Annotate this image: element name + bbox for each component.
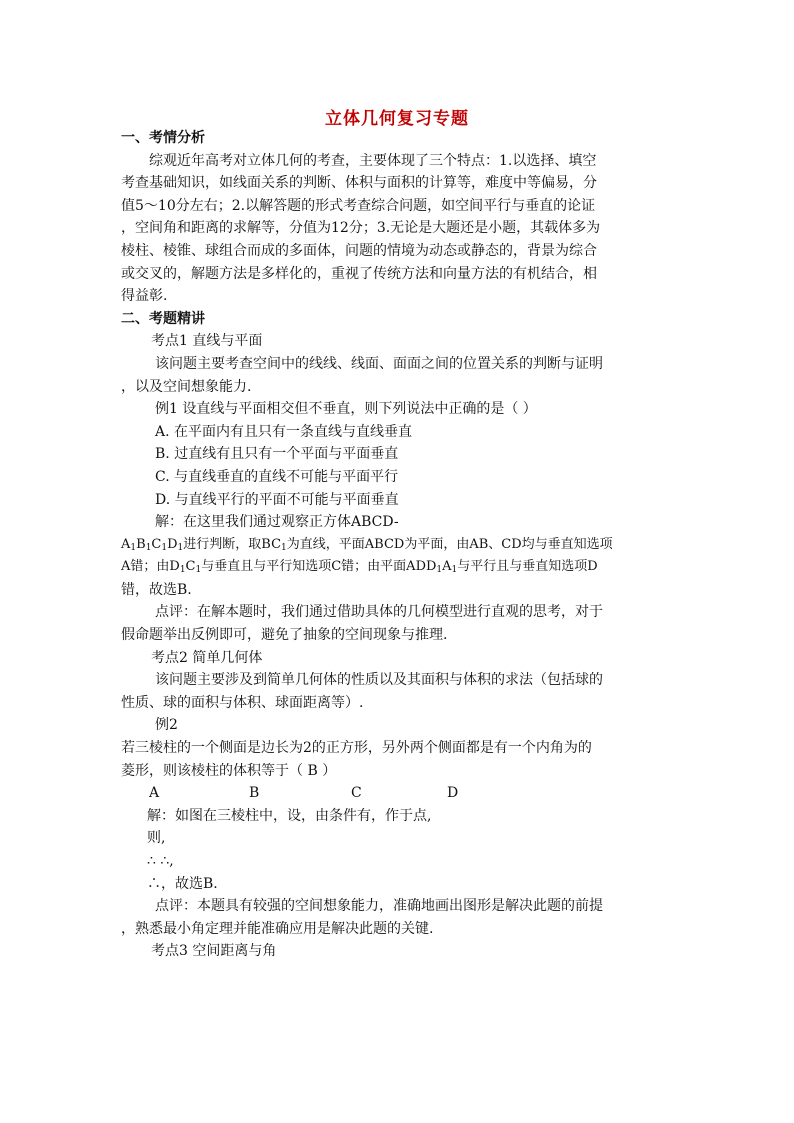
- example-1-option-a: A. 在平面内有且只有一条直线与直线垂直: [155, 423, 413, 440]
- solution-2-line: ∴，故选B.: [147, 875, 218, 892]
- document-body: [121, 127, 673, 963]
- review-1-line: 假命题举出反例即可，避免了抽象的空间现象与推理.: [121, 627, 448, 644]
- example-2-stem: 若三棱柱的一个侧面是边长为2的正方形，另外两个侧面都是有一个内角为的: [121, 740, 592, 757]
- choice-a: A: [149, 785, 160, 802]
- paragraph-line: 得益彰.: [121, 288, 168, 305]
- paragraph-line: 值5～10分左右；2.以解答题的形式考查综合问题，如空间平行与垂直的论证: [121, 197, 596, 214]
- solution-1-line: 解：在这里我们通过观察正方体ABCD-: [155, 514, 399, 531]
- choice-b: B: [249, 785, 260, 802]
- example-1-option-b: B. 过直线有且只有一个平面与平面垂直: [155, 446, 399, 463]
- paragraph-line: 考查基础知识，如线面关系的判断、体积与面积的计算等，难度中等偏易，分: [121, 175, 597, 192]
- solution-1-line: A错；由$D_1C_1$与垂直且与平行知选项C错；由平面$ADD_1A_1$与平行且与垂直知选项D: [121, 559, 598, 576]
- solution-1-line: 错，故选B.: [121, 581, 192, 598]
- topic-heading-1: 考点1 直线与平面: [151, 333, 263, 350]
- review-2-line: 点评：本题具有较强的空间想象能力，准确地画出图形是解决此题的前提: [155, 898, 603, 915]
- example-2-label: 例2: [155, 717, 178, 734]
- example-1-option-d: D. 与直线平行的平面不可能与平面垂直: [155, 491, 399, 508]
- example-2-stem: 菱形，则该棱柱的体积等于（ B ）: [121, 762, 337, 779]
- page-title: 立体几何复习专题: [325, 109, 469, 129]
- example-1-stem: 例1 设直线与平面相交但不垂直，则下列说法中正确的是（ ）: [155, 401, 537, 418]
- example-1-option-c: C. 与直线垂直的直线不可能与平面平行: [155, 468, 399, 485]
- solution-1-line: $A_1B_1C_1D_1$进行判断，取$BC_1$为直线，平面ABCD为平面，由AB、CD均与垂直知选项: [121, 536, 613, 553]
- review-1-line: 点评：在解本题时，我们通过借助具体的几何模型进行直观的思考，对于: [155, 604, 603, 621]
- solution-2-line: ∴ ∴,: [147, 853, 174, 869]
- section-heading-lectures: 二、考题精讲: [121, 310, 205, 327]
- paragraph-line: 或交叉的，解题方法是多样化的，重视了传统方法和向量方法的有机结合，相: [121, 265, 597, 282]
- choice-d: D: [447, 785, 459, 802]
- topic-heading-2: 考点2 简单几何体: [151, 649, 263, 666]
- section-heading-analysis: 一、考情分析: [121, 130, 205, 146]
- review-2-line: ，熟悉最小角定理并能准确应用是解决此题的关键.: [121, 920, 434, 937]
- paragraph-line: ，以及空间想象能力.: [121, 378, 252, 395]
- paragraph-line: ，空间角和距离的求解等，分值为12分；3.无论是大题还是小题，其载体多为: [121, 220, 601, 237]
- solution-2-line: 解：如图在三棱柱中，设，由条件有，作于点,: [147, 807, 432, 824]
- paragraph-line: 棱柱、棱锥、球组合而成的多面体，问题的情境为动态或静态的，背景为综合: [121, 242, 597, 259]
- choice-c: C: [351, 785, 362, 802]
- topic-heading-3: 考点3 空间距离与角: [151, 943, 277, 960]
- paragraph-line: 性质、球的面积与体积、球面距离等）.: [121, 694, 364, 711]
- solution-2-line: 则,: [147, 830, 166, 847]
- paragraph-line: 该问题主要涉及到简单几何体的性质以及其面积与体积的求法（包括球的: [155, 672, 603, 689]
- example-2-choices: [121, 782, 673, 805]
- paragraph-line: 该问题主要考查空间中的线线、线面、面面之间的位置关系的判断与证明: [155, 355, 603, 372]
- paragraph-line: 综观近年高考对立体几何的考查，主要体现了三个特点：1.以选择、填空: [149, 152, 597, 169]
